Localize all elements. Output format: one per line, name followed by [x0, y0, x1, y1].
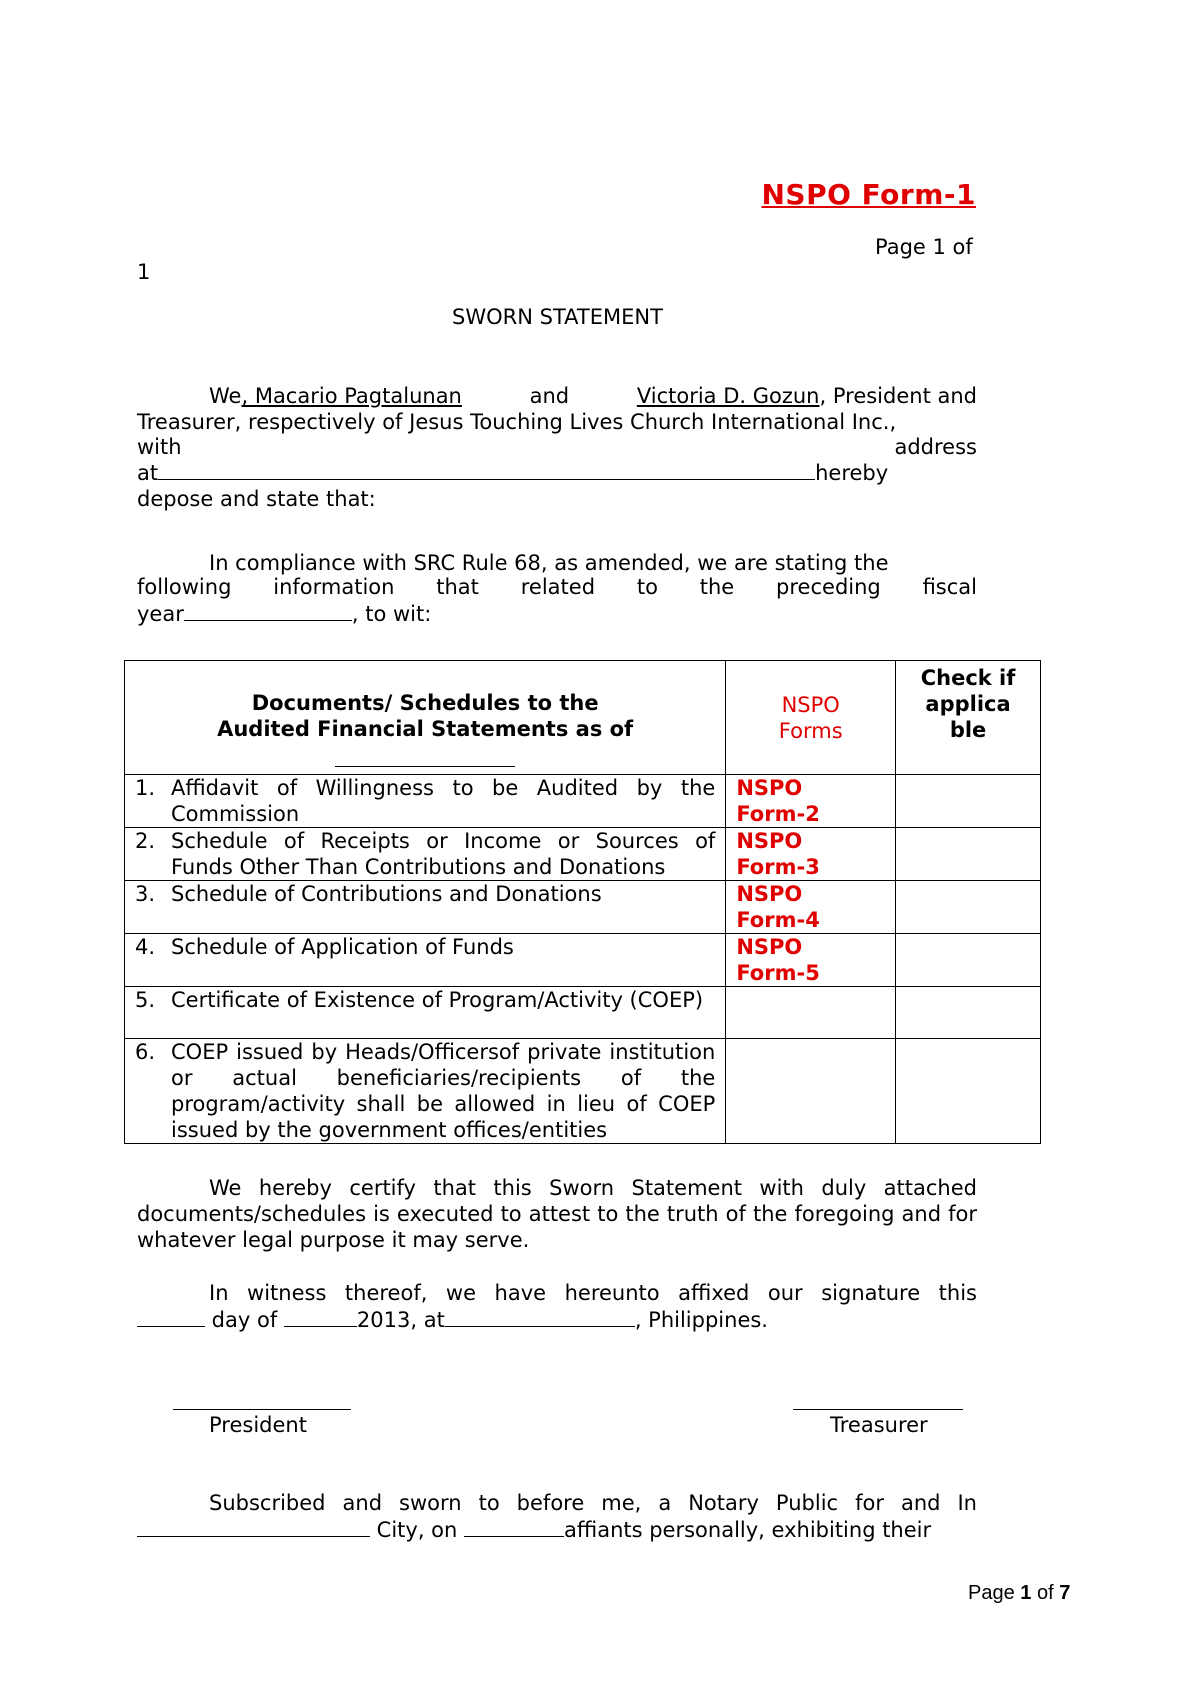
intro-line-1: [137, 383, 977, 409]
check-header-line2: applica: [925, 692, 1011, 716]
table-row: [125, 775, 1041, 828]
nspo-forms-header-line2: Forms: [778, 718, 843, 743]
compliance-line-2: following information that related to the preceding fiscal: [137, 575, 977, 599]
and-text: and: [529, 384, 570, 408]
with-text: with: [137, 435, 182, 459]
footer-page-number: [968, 1582, 1070, 1605]
row-text: Schedule of Application of Funds: [171, 935, 514, 959]
address-text: address: [894, 435, 977, 459]
president-and-text: , President and: [819, 384, 977, 408]
row-number: 5.: [135, 988, 156, 1012]
address-blank: [158, 459, 815, 480]
page-label: Page 1 of: [875, 235, 973, 259]
row-text: Certificate of Existence of Program/Activity (COEP): [171, 988, 704, 1012]
form-code: NSPO Form-1: [761, 178, 976, 211]
table-header-row: [125, 661, 1041, 775]
we-text: We: [209, 384, 242, 408]
treasurer-label: Treasurer: [830, 1413, 928, 1437]
check-cell[interactable]: [896, 934, 1041, 987]
day-blank: [137, 1306, 205, 1327]
notary-line-1: Subscribed and sworn to before me, a Notary Public for and In: [209, 1491, 977, 1515]
compliance-line-3: [137, 600, 431, 627]
row-text: Affidavit of Willingness to be Audited by the Commission: [171, 776, 716, 826]
city-blank: [137, 1516, 370, 1537]
footer-page-num: 1: [1020, 1582, 1032, 1604]
witness-line-1: In witness thereof, we have hereunto affixed our signature this: [209, 1281, 977, 1305]
row-form: NSPO: [736, 935, 803, 959]
treasurer-name: Victoria D. Gozun: [636, 384, 820, 408]
nspo-forms-header-line1: NSPO: [781, 692, 840, 717]
documents-header-line2: Audited Financial Statements as of: [217, 717, 634, 741]
date-blank: [464, 1516, 564, 1537]
intro-line-2: Treasurer, respectively of Jesus Touching Lives Church International Inc.,: [137, 410, 897, 434]
footer-of-word: of: [1036, 1582, 1054, 1604]
row-number: 3.: [135, 882, 156, 906]
row-number: 1.: [135, 776, 156, 800]
table-row: [125, 934, 1041, 987]
table-row: [125, 987, 1041, 1039]
table-row: [125, 1039, 1041, 1144]
row-form: NSPO: [736, 776, 803, 800]
nspo-forms-header: [726, 661, 896, 775]
row-number: 6.: [135, 1040, 156, 1064]
documents-table: [124, 660, 1041, 1144]
documents-header: [125, 661, 726, 775]
day-of-text: day of: [205, 1308, 284, 1332]
as-of-date-blank: [335, 746, 515, 767]
row-form-number: Form-2: [736, 802, 820, 826]
month-blank: [284, 1306, 357, 1327]
year-text: year: [137, 602, 184, 626]
row-number: 4.: [135, 935, 156, 959]
depose-text: depose and state that:: [137, 487, 376, 511]
row-form: NSPO: [736, 829, 803, 853]
philippines-text: , Philippines.: [634, 1308, 768, 1332]
row-form-number: Form-3: [736, 855, 820, 879]
row-text: COEP issued by Heads/Officersof private institution or actual beneficiaries/recipients of the program/activity shall be allowed in lieu of COEP issued by the government offices/entities: [171, 1040, 716, 1142]
footer-page-total: 7: [1059, 1582, 1071, 1604]
page-label-total: 1: [137, 260, 151, 284]
hereby-text: hereby: [815, 461, 889, 485]
row-text: Schedule of Contributions and Donations: [171, 882, 602, 906]
affiants-text: affiants personally, exhibiting their: [564, 1518, 932, 1542]
compliance-line-1: In compliance with SRC Rule 68, as amended, we are stating the: [209, 551, 889, 575]
footer-page-word: Page: [968, 1582, 1015, 1604]
row-form-number: Form-5: [736, 961, 820, 985]
to-wit-text: , to wit:: [351, 602, 432, 626]
check-applicable-header: [896, 661, 1041, 775]
treasurer-signature-line: [793, 1409, 963, 1410]
notary-line-2: [137, 1516, 931, 1543]
row-form-number: Form-4: [736, 908, 820, 932]
check-cell[interactable]: [896, 987, 1041, 1039]
fiscal-year-blank: [184, 600, 352, 621]
check-header-line3: ble: [949, 718, 987, 742]
check-cell[interactable]: [896, 828, 1041, 881]
at-text: at: [137, 461, 159, 485]
place-blank: [445, 1306, 635, 1327]
row-form: NSPO: [736, 882, 803, 906]
check-cell[interactable]: [896, 1039, 1041, 1144]
year-at-text: 2013, at: [356, 1308, 445, 1332]
intro-line-4: [137, 459, 888, 486]
check-cell[interactable]: [896, 775, 1041, 828]
documents-header-line1: Documents/ Schedules to the: [251, 691, 599, 715]
check-header-line1: Check if: [920, 666, 1016, 690]
row-number: 2.: [135, 829, 156, 853]
city-on-text: City, on: [370, 1518, 465, 1542]
certify-paragraph: We hereby certify that this Sworn Statement with duly attached documents/schedules is executed to attest to the truth of the foregoing and for whatever legal purpose it may serve.: [137, 1176, 977, 1252]
table-row: [125, 881, 1041, 934]
intro-line-3: [137, 434, 977, 460]
document-title: SWORN STATEMENT: [452, 305, 663, 329]
witness-line-2: [137, 1306, 768, 1333]
table-row: [125, 828, 1041, 881]
president-signature-line: [173, 1409, 351, 1410]
president-name: , Macario Pagtalunan: [241, 384, 462, 408]
president-label: President: [209, 1413, 307, 1437]
check-cell[interactable]: [896, 881, 1041, 934]
row-text: Schedule of Receipts or Income or Sources of Funds Other Than Contributions and Donations: [171, 829, 716, 879]
